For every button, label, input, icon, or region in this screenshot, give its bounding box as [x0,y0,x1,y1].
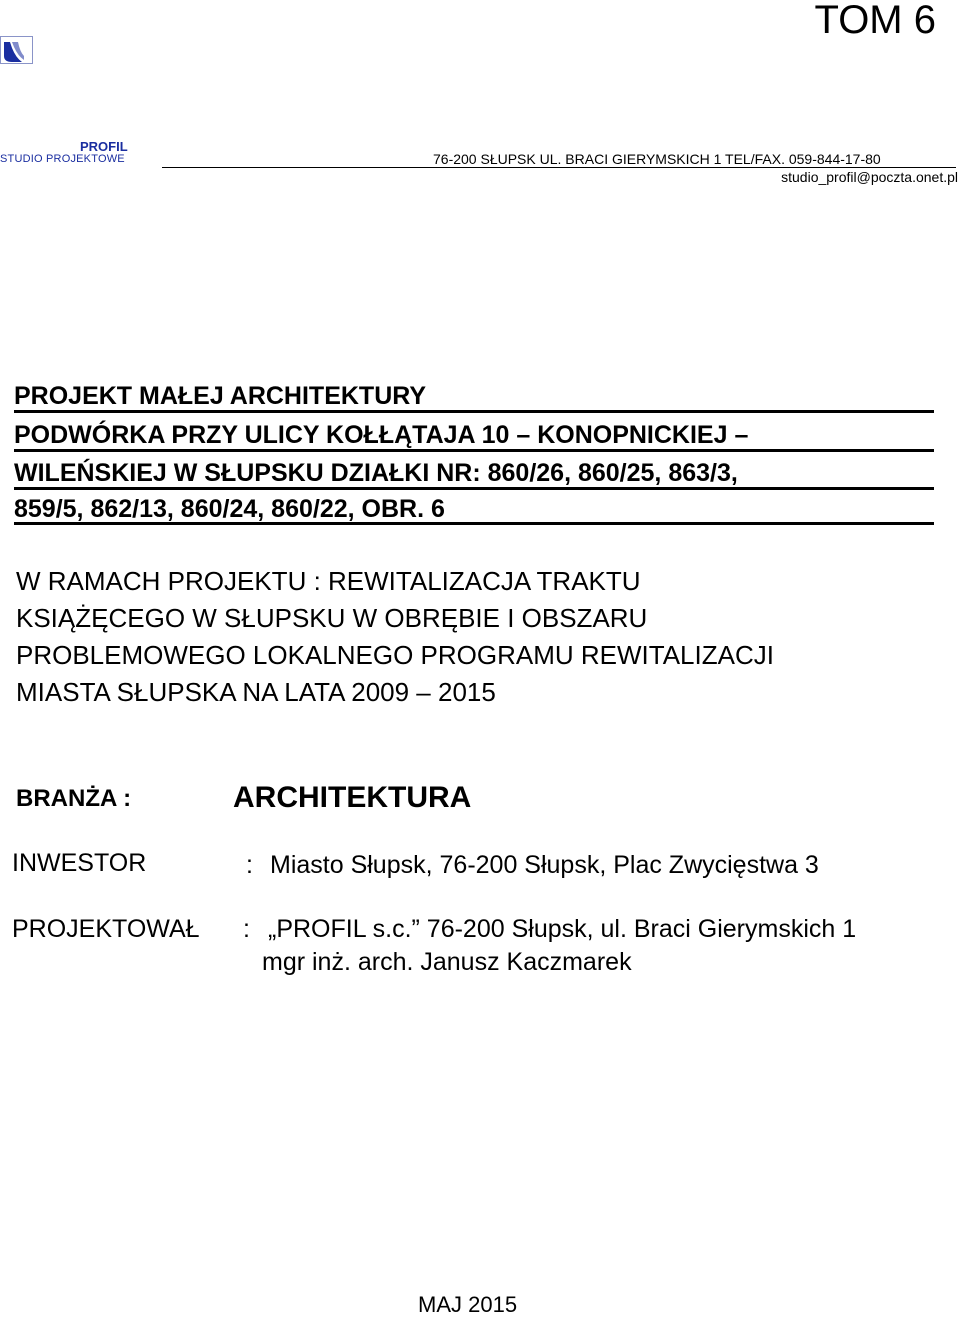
studio-address: 76-200 SŁUPSK UL. BRACI GIERYMSKICH 1 TEL/FAX. 059-844-17-80 [433,151,881,167]
project-title-line-3: WILEŃSKIEJ W SŁUPSKU DZIAŁKI NR: 860/26, 860/25, 863/3, [14,459,738,487]
header-rule [162,167,956,168]
project-title-line-1: PROJEKT MAŁEJ ARCHITEKTURY [14,382,427,410]
project-scope-line-3: PROBLEMOWEGO LOKALNEGO PROGRAMU REWITALIZACJI [16,640,774,670]
projektowal-colon: : [243,915,250,943]
project-scope-line-4: MIASTA SŁUPSKA NA LATA 2009 – 2015 [16,677,496,707]
title-underline [14,487,934,490]
projektowal-value: „PROFIL s.c.” 76-200 Słupsk, ul. Braci Gierymskich 1 [268,915,857,943]
branza-label: BRANŻA : [16,785,132,812]
designer-name: mgr inż. arch. Janusz Kaczmarek [262,948,632,976]
branza-value: ARCHITEKTURA [233,781,472,814]
projektowal-label: PROJEKTOWAŁ [12,915,200,943]
studio-profil-logo-icon [0,36,36,64]
project-title-line-2: PODWÓRKA PRZY ULICY KOŁŁĄTAJA 10 – KONOPNICKIEJ – [14,421,749,449]
inwestor-label: INWESTOR [12,849,147,877]
volume-label: TOM 6 [814,0,936,42]
studio-name: PROFIL [80,139,128,154]
project-title-line-4: 859/5, 862/13, 860/24, 860/22, OBR. 6 [14,495,445,523]
project-scope-line-1: W RAMACH PROJEKTU : REWITALIZACJA TRAKTU [16,566,641,596]
inwestor-colon: : [246,851,253,879]
studio-email: studio_profil@poczta.onet.pl [781,169,958,185]
document-date: MAJ 2015 [418,1292,518,1317]
title-underline [14,449,934,452]
studio-subtitle: STUDIO PROJEKTOWE [0,153,125,165]
title-underline [14,410,934,413]
inwestor-value: Miasto Słupsk, 76-200 Słupsk, Plac Zwycięstwa 3 [270,851,819,879]
project-scope-line-2: KSIĄŻĘCEGO W SŁUPSKU W OBRĘBIE I OBSZARU [16,603,648,633]
title-underline [14,522,934,525]
